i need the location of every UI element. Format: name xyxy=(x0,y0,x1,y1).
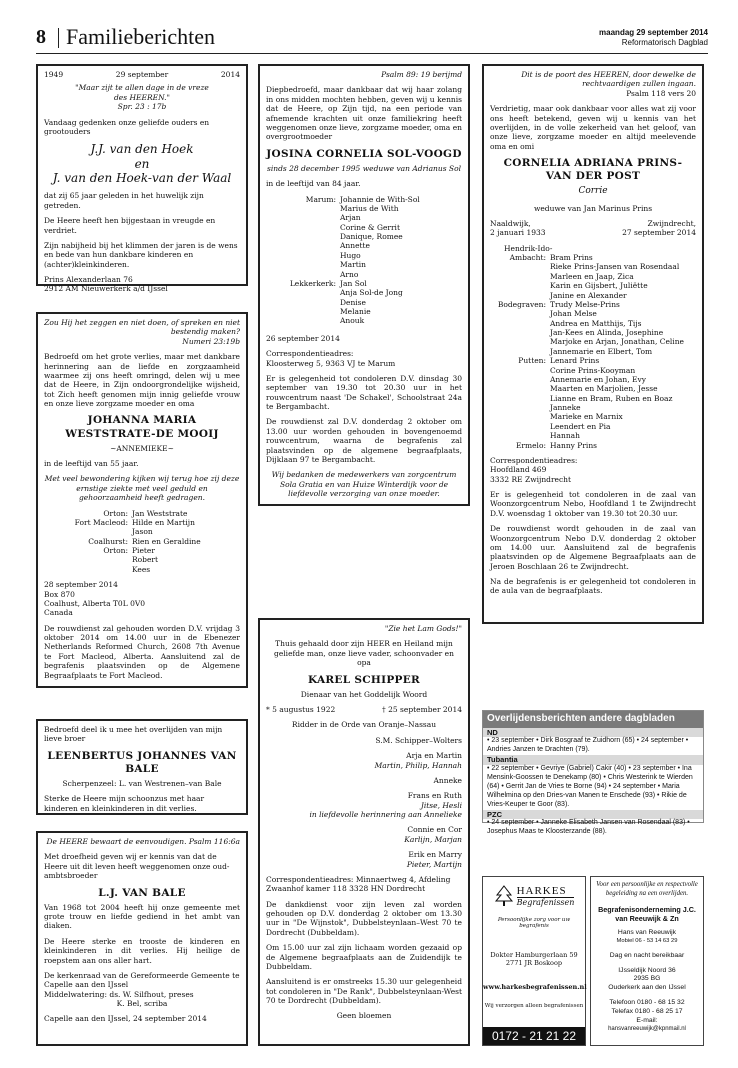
ad-date: 26 september 2014 xyxy=(266,333,340,343)
person-name: JOSINA CORNELIA SOL-VOOGD xyxy=(266,147,462,160)
family-place xyxy=(44,565,132,574)
family-member: Arno xyxy=(340,269,359,279)
ad-date-row: 1949 29 september 2014 xyxy=(44,70,240,79)
paper-name: Reformatorisch Dagblad xyxy=(621,38,708,47)
ad-names: J.J. van den Hoek en J. van den Hoek-van der Waal xyxy=(44,142,240,185)
family-row xyxy=(490,384,696,393)
ad-quote: Zou Hij het zeggen en niet doen, of spreken en niet bestendig maken? xyxy=(44,318,240,337)
family-row xyxy=(490,347,696,356)
family-list xyxy=(490,253,696,450)
family-row xyxy=(490,441,696,450)
life-dates: * 5 augustus 1922 † 25 september 2014 xyxy=(266,705,462,714)
family-member: Frans en Ruth xyxy=(407,791,462,801)
family-member: Trudy Melse-Prins xyxy=(550,299,620,309)
family-group xyxy=(266,776,462,785)
ad-sol-voogd: Psalm 89: 19 berijmd Diepbedroefd, maar dankbaar dat wij haar zolang in ons midden mochten hebben, geven wij u kennis dat de Heere, op Zijn tijd, na een periode van afnemende krachten uit onze familiekring heeft weggenomen onze lieve, zorgzame moeder, oma en overgrootmoeder JOSINA CORNELIA SOL-VOOGD sinds 28 december 1995 weduwe van Adrianus Sol in de leeftijd van 84 jaar. Marum: Johannie de With-Sol Marius de With Arjan Corine & Gerrit Danique, Romee Annette Hugo Martin Arno Lekkerkerk: Jan Sol Anja Sol-de Jong Denise Melanie Anouk 26 september 2014 Correspondentieadres: Kloosterweg 5, 9363 VJ te Marum Er is gelegenheid tot condoleren D.V. dinsdag 30 september van 19.30 tot 20.30 uur in het rouwcentrum naast 'De Schakel', Schoolstraat 24a te Bergambacht. De rouwdienst zal D.V. donderdag 2 oktober om 13.00 uur worden gehouden in bovengenoemd rouwcentrum, waarna de begrafenis zal plaatsvinden op de algemene begraafplaats, Dijklaan 97 te Bergambacht. Wij bedanken de medewerkers van zorgcentrum Sola Gratia en van Huize Winterdijk voor de liefdevolle verzorging van onze moeder. xyxy=(258,64,470,506)
family-place xyxy=(490,422,550,431)
nickname: Corrie xyxy=(578,186,608,197)
nickname: ~ANNEMIEKE~ xyxy=(110,443,174,453)
family-member: Karin en Gijsbert, Juliëtte xyxy=(550,281,648,291)
person-name: JOHANNA MARIA WESTSTRATE-DE MOOIJ xyxy=(65,414,219,440)
family-row xyxy=(490,309,696,318)
family-row xyxy=(44,527,240,536)
harkes-logo: HARKES Begrafenissen xyxy=(483,885,585,907)
ad-address: Kloosterweg 5, 9363 VJ te Marum xyxy=(266,358,396,368)
family-row xyxy=(490,319,696,328)
family-place xyxy=(490,281,550,290)
family-place xyxy=(266,223,340,232)
ad-quote: De HEERE bewaart de eenvoudigen. Psalm 116:6a xyxy=(46,837,240,846)
family-place: Marum: xyxy=(305,194,336,204)
family-member: Melanie xyxy=(340,307,371,316)
family-member: Jitse, Hesli xyxy=(420,800,462,810)
family-row xyxy=(44,537,240,546)
family-place xyxy=(266,213,340,222)
family-row xyxy=(266,195,462,204)
ad-note: Met veel bewondering kijken wij terug hoe zij deze ernstige ziekte met veel geduld en gehoorzaamheid heeft gedragen. xyxy=(44,474,240,503)
family-member: Jan-Kees en Alinda, Josephine xyxy=(550,328,664,337)
family-member: Marius de With xyxy=(340,203,399,213)
family-place: Orton: xyxy=(103,508,128,518)
family-row xyxy=(266,260,462,269)
person-name: VAN DER POST xyxy=(545,170,641,183)
family-member: Marjoke en Arjan, Jonathan, Celine xyxy=(550,337,684,347)
family-member: Erik en Marry xyxy=(408,850,462,860)
harkes-tagline: Persoonlijke zorg voor uw begrafenis xyxy=(497,917,571,929)
family-row xyxy=(266,251,462,260)
ad-footer: Capelle aan den IJssel, 24 september 2014 xyxy=(44,1014,207,1024)
family-place: Putten: xyxy=(518,356,546,366)
person-name: L.J. VAN BALE xyxy=(98,886,186,899)
family-place: Orton: xyxy=(103,546,128,555)
address-line: Canada xyxy=(44,608,73,618)
family-place: Ermelo: xyxy=(515,440,546,450)
person-name: J. van den Hoek-van der Waal xyxy=(52,171,232,186)
family-member: Pieter, Martijn xyxy=(406,859,462,869)
family-place xyxy=(266,288,340,297)
address-line: Box 870 xyxy=(44,589,75,599)
family-member: Hannah xyxy=(550,431,580,441)
family-row xyxy=(266,307,462,316)
ad-date: 28 september 2014 xyxy=(44,580,118,590)
ad-karel-schipper: "Zie het Lam Gods!" Thuis gehaald door zijn HEER en Heiland mijn geliefde man, onze lieve vader, schoonvader en opa KAREL SCHIPPER Dienaar van het Goddelijk Woord * 5 augustus 1922 † 25 september 2014 Ridder in de Orde van Oranje–Nassau S.M. Schipper–Wolters Arja en Martin Martin, Philip, Hannah Anneke Frans en Ruth Jitse, Hesli in liefdevolle herinnering aan Annelieke Connie en Cor Karlijn, Marjan Erik en Marry Pieter, Martijn Correspondentieadres: Minnaertweg 4, Afdeling Zwaanhof kamer 118 3328 HN Dordrecht De dankdienst voor zijn leven zal worden gehouden op D.V. donderdag 2 oktober om 13.30 uur in "De Wijnstok", Dubbelsteynlaan–West 70 te Dordrecht (Dubbeldam). Om 15.00 uur zal zijn lichaam worden gezaaid op de Algemene begraafplaats aan de Zuidendijk te Dubbeldam. Aansluitend is er omstreeks 15.30 uur gelegenheid tot condoleren in "De Rank", Dubbelsteynlaan-West 70 te Dordrecht (Dubbeldam). Geen bloemen xyxy=(258,618,470,1046)
family-place xyxy=(490,403,550,412)
family-member: Jan Weststrate xyxy=(132,508,188,518)
family-member: Marieke en Marnix xyxy=(550,412,623,422)
family-row xyxy=(44,555,240,564)
ad-intro: Vandaag gedenken onze geliefde ouders en grootouders xyxy=(44,117,210,136)
family-place xyxy=(266,204,340,213)
address-line: Coalhust, Alberta T0L 0V0 xyxy=(44,598,146,608)
family-group xyxy=(266,825,462,844)
family-place xyxy=(490,347,550,356)
family-place xyxy=(490,412,550,421)
family-place xyxy=(266,298,340,307)
family-member: Anneke xyxy=(433,775,462,785)
family-place xyxy=(490,309,550,318)
ad-quote-ref: Psalm 118 vers 20 xyxy=(626,88,696,98)
family-member: Leendert en Pia xyxy=(550,421,611,431)
person-name: LEENBERTUS JOHANNES VAN BALE xyxy=(47,749,237,775)
person-name: J.J. van den Hoek xyxy=(90,142,194,157)
vr-tagline: Voor een persoonlijke en respectvolle begeleiding na een overlijden. xyxy=(596,881,698,897)
family-row xyxy=(490,253,696,262)
family-row xyxy=(490,394,696,403)
family-row xyxy=(44,518,240,527)
ad-footer: Geen bloemen xyxy=(336,1011,392,1021)
ad-van-den-hoek: 1949 29 september 2014 "Maar zijt te allen dage in de vreze des HEEREN." Spr. 23 : 17b Vandaag gedenken onze geliefde ouders en grootouders J.J. van den Hoek en J. van den Hoek-van der Waal dat zij 65 jaar geleden in het huwelijk zijn getreden. De Heere heeft hen bijgestaan in vreugde en verdriet. Zijn nabijheid bij het klimmen der jaren is de wens en bede van hun dankbare kinderen en (achter)kleinkinderen. Prins Alexanderlaan 76 2912 AM Nieuwerkerk a/d IJssel xyxy=(36,64,248,286)
family-row xyxy=(490,366,696,375)
family-row xyxy=(490,422,696,431)
family-place: Coalhurst: xyxy=(88,536,128,546)
family-place xyxy=(44,527,132,536)
family-row xyxy=(490,337,696,346)
family-place xyxy=(490,394,550,403)
vr-company: Begrafenisonderneming J.C. van Reeuwijk & Zn xyxy=(598,904,696,924)
ad-quote: Dit is de poort des HEEREN, door dewelke de rechtvaardigen zullen ingaan. xyxy=(521,70,696,89)
family-place: Lekkerkerk: xyxy=(289,278,336,288)
ad-address: Prins Alexanderlaan 76 2912 AM Nieuwerkerk a/d IJssel xyxy=(44,275,168,294)
harkes-website[interactable]: www.harkesbegrafenissen.nl xyxy=(483,983,587,991)
family-member: Maarten en Marjolien, Jesse xyxy=(550,384,658,394)
harkes-phone: 0172 - 21 21 22 xyxy=(483,1027,585,1045)
family-member: Martin xyxy=(340,260,366,270)
family-member: Hanny Prins xyxy=(550,440,598,450)
overlijdens-box xyxy=(482,710,704,836)
vr-email[interactable]: hansvanreeuwijk@kpnmail.nl xyxy=(608,1025,686,1032)
family-member: Denise xyxy=(340,297,366,307)
family-place xyxy=(490,384,550,393)
family-place xyxy=(490,375,550,384)
family-list xyxy=(266,736,462,869)
family-place xyxy=(490,291,550,300)
ad-thanks: Wij bedanken de medewerkers van zorgcentrum Sola Gratia en van Huize Winterdijk voor de liefdevolle verzorging van onze moeder. xyxy=(271,470,457,498)
family-place xyxy=(266,251,340,260)
death-notice-entry: • 23 september • Dirk Bosgraaf te Zuidhorn (65) • 24 september • Andries Janzen te Drachten (79). xyxy=(487,737,689,754)
family-row xyxy=(266,204,462,213)
header-rule xyxy=(36,53,708,54)
family-member: Jannemarie en Elbert, Tom xyxy=(550,346,653,356)
family-group xyxy=(266,736,462,745)
family-row xyxy=(490,356,696,365)
family-place xyxy=(490,337,550,346)
family-row xyxy=(44,546,240,555)
death-notice-entry: • 24 september • Janneke Elisabeth Jansen van Rosendaal (83) • Josephus Maas te Kloosterzande (88). xyxy=(487,819,690,836)
family-place xyxy=(490,431,550,440)
family-member: Lianne en Bram, Ruben en Boaz xyxy=(550,393,673,403)
harkes-ad: HARKES Begrafenissen Persoonlijke zorg voor uw begrafenis Dokter Hamburgerlaan 59 2771 JR Boskoop www.harkesbegrafenissen.nl Wij verzorgen alleen begrafenissen 0172 - 21 21 22 xyxy=(482,876,586,1046)
family-member: Pieter xyxy=(132,546,155,555)
family-row xyxy=(44,565,240,574)
family-member: Annette xyxy=(340,241,370,251)
family-member: Robert xyxy=(132,555,159,565)
ad-leenbertus-van-bale: Bedroefd deel ik u mee het overlijden van mijn lieve broer LEENBERTUS JOHANNES VAN BALE Scherpenzeel: L. van Westrenen–van Bale Sterke de Heere mijn schoonzus met haar kinderen en kleinkinderen in dit verlies. xyxy=(36,719,248,815)
family-row xyxy=(490,375,696,384)
family-member: Rieke Prins-Jansen van Rosendaal xyxy=(550,262,680,272)
family-group xyxy=(266,850,462,869)
family-member: Anouk xyxy=(340,316,365,326)
family-place xyxy=(44,555,132,564)
family-row xyxy=(490,291,696,300)
family-member: Kees xyxy=(132,564,151,574)
family-member: Anja Sol-de Jong xyxy=(340,288,403,298)
family-list xyxy=(266,195,462,326)
family-place xyxy=(266,241,340,250)
family-member: Andrea en Matthijs, Tijs xyxy=(550,318,642,328)
family-place xyxy=(490,328,550,337)
family-place xyxy=(266,232,340,241)
issue-date: maandag 29 september 2014 xyxy=(599,28,708,37)
family-place: Bodegraven: xyxy=(497,299,546,309)
person-name: KAREL SCHIPPER xyxy=(307,673,421,686)
ad-intro: Bedroefd deel ik u mee het overlijden van mijn lieve broer xyxy=(44,725,223,744)
family-list xyxy=(44,509,240,575)
family-member: in liefdevolle herinnering aan Annelieke xyxy=(309,810,462,819)
family-place xyxy=(490,366,550,375)
family-row xyxy=(266,298,462,307)
ad-quote: Psalm 89: 19 berijmd xyxy=(381,70,462,79)
ad-quote: "Zie het Lam Gods!" xyxy=(384,624,462,633)
ad-address: Hoofdland 469 xyxy=(490,465,547,475)
ad-intro: Diepbedroefd, maar dankbaar dat wij haar zolang in ons midden mochten hebben, geven wij u kennis dat de Heere, op Zijn tijd, na een periode van afnemende krachten uit onze familiekring heeft weggenomen onze lieve, zorgzame moeder, oma en overgrootmoeder xyxy=(266,85,462,142)
funeral-info: De rouwdienst zal gehouden worden D.V. vrijdag 3 oktober 2014 om 14.00 uur in de Ebenezer Netherlands Reformed Church, 2608 7th Avenue te Fort Macleod, Alberta. Aansluitend zal de begrafenis plaatsvinden op de Algemene Begraafplaats te Fort Macleod. xyxy=(44,623,240,680)
family-place: Ambacht: xyxy=(509,253,546,262)
family-member: Connie en Cor xyxy=(407,825,462,835)
header-divider xyxy=(58,28,59,48)
family-row xyxy=(44,509,240,518)
family-member: Karlijn, Marjan xyxy=(404,834,462,844)
family-row xyxy=(266,316,462,325)
family-row xyxy=(266,232,462,241)
family-row xyxy=(490,431,696,440)
harkes-brand: HARKES xyxy=(516,885,567,897)
family-member: Marleen en Jaap, Zica xyxy=(550,271,634,281)
newspaper-section: Tubantia xyxy=(483,755,703,765)
family-row xyxy=(490,281,696,290)
family-row xyxy=(266,213,462,222)
family-group xyxy=(266,791,462,819)
person-name: CORNELIA ADRIANA PRINS- xyxy=(503,157,683,169)
family-member: Annemarie en Johan, Evy xyxy=(550,374,646,384)
family-row xyxy=(490,328,696,337)
family-member: Jason xyxy=(132,527,153,537)
family-row xyxy=(266,270,462,279)
family-member: Hilde en Martijn xyxy=(132,517,195,527)
ad-intro: Met droefheid geven wij er kennis van dat de Heere uit dit leven heeft weggenomen onze oud-ambtsbroeder xyxy=(44,852,230,881)
page-number: 8 xyxy=(36,26,46,48)
newspaper-section: PZC xyxy=(483,810,703,820)
ad-lj-van-bale: De HEERE bewaart de eenvoudigen. Psalm 116:6a Met droefheid geven wij er kennis van dat de Heere uit dit leven heeft weggenomen onze oud-ambtsbroeder L.J. VAN BALE Van 1968 tot 2004 heeft hij onze gemeente met grote trouw en liefde gediend in het ambt van diaken. De Heere sterke en trooste de kinderen en kleinkinderen in dit verlies. Hij heilige de roepstem aan ons aller hart. De kerkenraad van de Gereformeerde Gemeente te Capelle aan den IJssel Middelwatering: ds. W. Silfhout, preses K. Bel, scriba Capelle aan den IJssel, 24 september 2014 xyxy=(36,831,248,1046)
ad-address: 3332 RE Zwijndrecht xyxy=(490,474,572,484)
ad-quote: "Maar zijt te allen dage in de vreze des HEEREN." xyxy=(75,83,209,102)
ad-address xyxy=(44,590,240,618)
family-row xyxy=(490,262,696,271)
family-place xyxy=(266,260,340,269)
family-row xyxy=(266,241,462,250)
family-member: Arjan xyxy=(340,213,361,223)
ad-prins-van-der-post: Dit is de poort des HEEREN, door dewelke de rechtvaardigen zullen ingaan. Psalm 118 vers 20 Verdrietig, maar ook dankbaar voor alles wat zij voor ons heeft betekend, geven wij u kennis van het overlijden, in de volle zekerheid van het geloof, van onze lieve, zorgzame moeder en altijd meelevende oma en omi CORNELIA ADRIANA PRINS- VAN DER POST Corrie weduwe van Jan Marinus Prins Naaldwijk, Zwijndrecht, 2 januari 1933 27 september 2014 Hendrik-Ido- Ambacht: Bram Prins Rieke Prins-Jansen van Rosendaal Marleen en Jaap, Zica Karin en Gijsbert, Juliëtte Janine en Alexander Bodegraven: Trudy Melse-Prins Johan Melse Andrea en Matthijs, Tijs Jan-Kees en Alinda, Josephine Marjoke en Arjan, Jonathan, Celine Jannemarie en Elbert, Tom Putten: Lenard Prins Corine Prins-Kooyman Annemarie en Johan, Evy Maarten en Marjolien, Jesse Lianne en Bram, Ruben en Boaz Janneke Marieke en Marnix Leendert en Pia Hannah Ermelo: Hanny Prins Correspondentieadres: Hoofdland 469 3332 RE Zwijndrecht Er is gelegenheid tot condoleren in de zaal van Woonzorgcentrum Nebo, Hoofdland 1 te Zwijndrecht D.V. woensdag 1 oktober van 19.30 tot 20.30 uur. De rouwdienst wordt gehouden in de zaal van Woonzorgcentrum Nebo D.V. donderdag 2 oktober om 14.00 uur. Aansluitend zal de begrafenis plaatsvinden op de Algemene Begraafplaats aan de Jeroen Boschlaan 26 te Zwijndrecht. Na de begrafenis is er gelegenheid tot condoleren in de aula van de begraafplaats. xyxy=(482,64,704,624)
family-row xyxy=(490,300,696,309)
ad-address: Correspondentieadres: Minnaertweg 4, Afdeling Zwaanhof kamer 118 3328 HN Dordrecht xyxy=(266,874,451,894)
family-place xyxy=(266,307,340,316)
van-reeuwijk-ad: Voor een persoonlijke en respectvolle begeleiding na een overlijden. Begrafenisonderneming J.C. van Reeuwijk & Zn Hans van Reeuwijk Mobiel 06 - 53 14 63 29 Dag en nacht bereikbaar IJsseldijk Noord 36 2935 BG Ouderkerk aan den IJssel Telefoon 0180 - 68 15 32 Telefax 0180 - 68 25 17 E-mail: hansvanreeuwijk@kpnmail.nl xyxy=(590,876,704,1046)
family-member: Lenard Prins xyxy=(550,356,600,366)
overlijdens-title: Overlijdensberichten andere dagbladen xyxy=(483,711,703,728)
family-member: Janneke xyxy=(550,403,581,412)
family-member: Johan Melse xyxy=(550,309,597,319)
family-member: S.M. Schipper–Wolters xyxy=(375,735,462,745)
section-title: Familieberichten xyxy=(66,24,216,49)
family-row xyxy=(266,279,462,288)
ad-intro: Thuis gehaald door zijn HEER en Heiland mijn geliefde man, onze lieve vader, schoonvader en opa xyxy=(274,639,454,668)
family-member: Corine Prins-Kooyman xyxy=(550,365,636,375)
ad-intro: Verdrietig, maar ook dankbaar voor alles wat zij voor ons heeft betekend, geven wij u kennis van het overlijden, in de volle zekerheid van het geloof, van onze lieve, zorgzame moeder en altijd meelevende oma en omi xyxy=(490,104,696,151)
family-row xyxy=(490,272,696,281)
family-member: Martin, Philip, Hannah xyxy=(374,760,462,770)
family-member: Danique, Romee xyxy=(340,232,403,241)
family-row xyxy=(266,223,462,232)
ad-quote-ref: Numeri 23:19b xyxy=(182,336,240,346)
ad-quote-ref: Spr. 23 : 17b xyxy=(117,102,167,112)
family-member: Bram Prins xyxy=(550,253,593,262)
tree-icon xyxy=(494,885,514,907)
family-place xyxy=(266,316,340,325)
ad-weststrate: Zou Hij het zeggen en niet doen, of spreken en niet bestendig maken? Numeri 23:19b Bedroefd om het grote verlies, maar met dankbare herinnering aan de liefde en zorgzaamheid waarmee zij ons heeft omringd, delen wij u mee dat de Heere, in Zijn ondoorgrondelijke wijsheid, tot Zich heeft genomen mijn innig geliefde vrouw en onze lieve zorgzame moeder en oma JOHANNA MARIA WESTSTRATE-DE MOOIJ ~ANNEMIEKE~ in de leeftijd van 55 jaar. Met veel bewondering kijken wij terug hoe zij deze ernstige ziekte met veel geduld en gehoorzaamheid heeft gedragen. Orton: Jan Weststrate Fort Macleod: Hilde en Martijn Jason Coalhurst: Rien en Geraldine Orton: Pieter Robert Kees 28 september 2014 Box 870 Coalhust, Alberta T0L 0V0 Canada De rouwdienst zal gehouden worden D.V. vrijdag 3 oktober 2014 om 14.00 uur in de Ebenezer Netherlands Reformed Church, 2608 7th Avenue te Fort Macleod, Alberta. Aansluitend zal de begrafenis plaatsvinden op de Algemene Begraafplaats te Fort Macleod. xyxy=(36,312,248,688)
family-member: Arja en Martin xyxy=(406,751,462,761)
family-place xyxy=(490,272,550,281)
family-group xyxy=(266,751,462,770)
family-member: Jan Sol xyxy=(340,278,367,288)
family-row xyxy=(490,403,696,412)
family-member: Janine en Alexander xyxy=(550,290,627,300)
family-member: Corine & Gerrit xyxy=(340,222,400,232)
family-member: Rien en Geraldine xyxy=(132,536,201,546)
family-place xyxy=(490,319,550,328)
newspaper-section: ND xyxy=(483,728,703,738)
family-place xyxy=(266,270,340,279)
family-member: Johannie de With-Sol xyxy=(340,194,420,204)
family-member: Hugo xyxy=(340,250,361,260)
family-place xyxy=(490,262,550,271)
family-row xyxy=(266,288,462,297)
family-row xyxy=(490,412,696,421)
ad-intro: Bedroefd om het grote verlies, maar met dankbare herinnering aan de liefde en zorgzaamheid waarmee zij ons heeft omringd, delen wij u mee dat de Heere, in Zijn ondoorgrondelijke wijsheid, tot Zich heeft genomen mijn innig geliefde vrouw en onze lieve zorgzame moeder en oma xyxy=(44,352,240,408)
family-place: Fort Macleod: xyxy=(74,517,128,527)
death-notice-entry: • 22 september • Gevriye (Gabriel) Cakir (40) • 23 september • Ina Mensink-Goossen te Denekamp (80) • Chris Westerink te Wierden (64) • Gerrit Jan de Vries te Borne (94) • 24 september • Maria Wilhelmina op den Dries-van Manen te Enschede (93) • Rikie de Vries-Keuper te Goor (83). xyxy=(487,764,693,808)
